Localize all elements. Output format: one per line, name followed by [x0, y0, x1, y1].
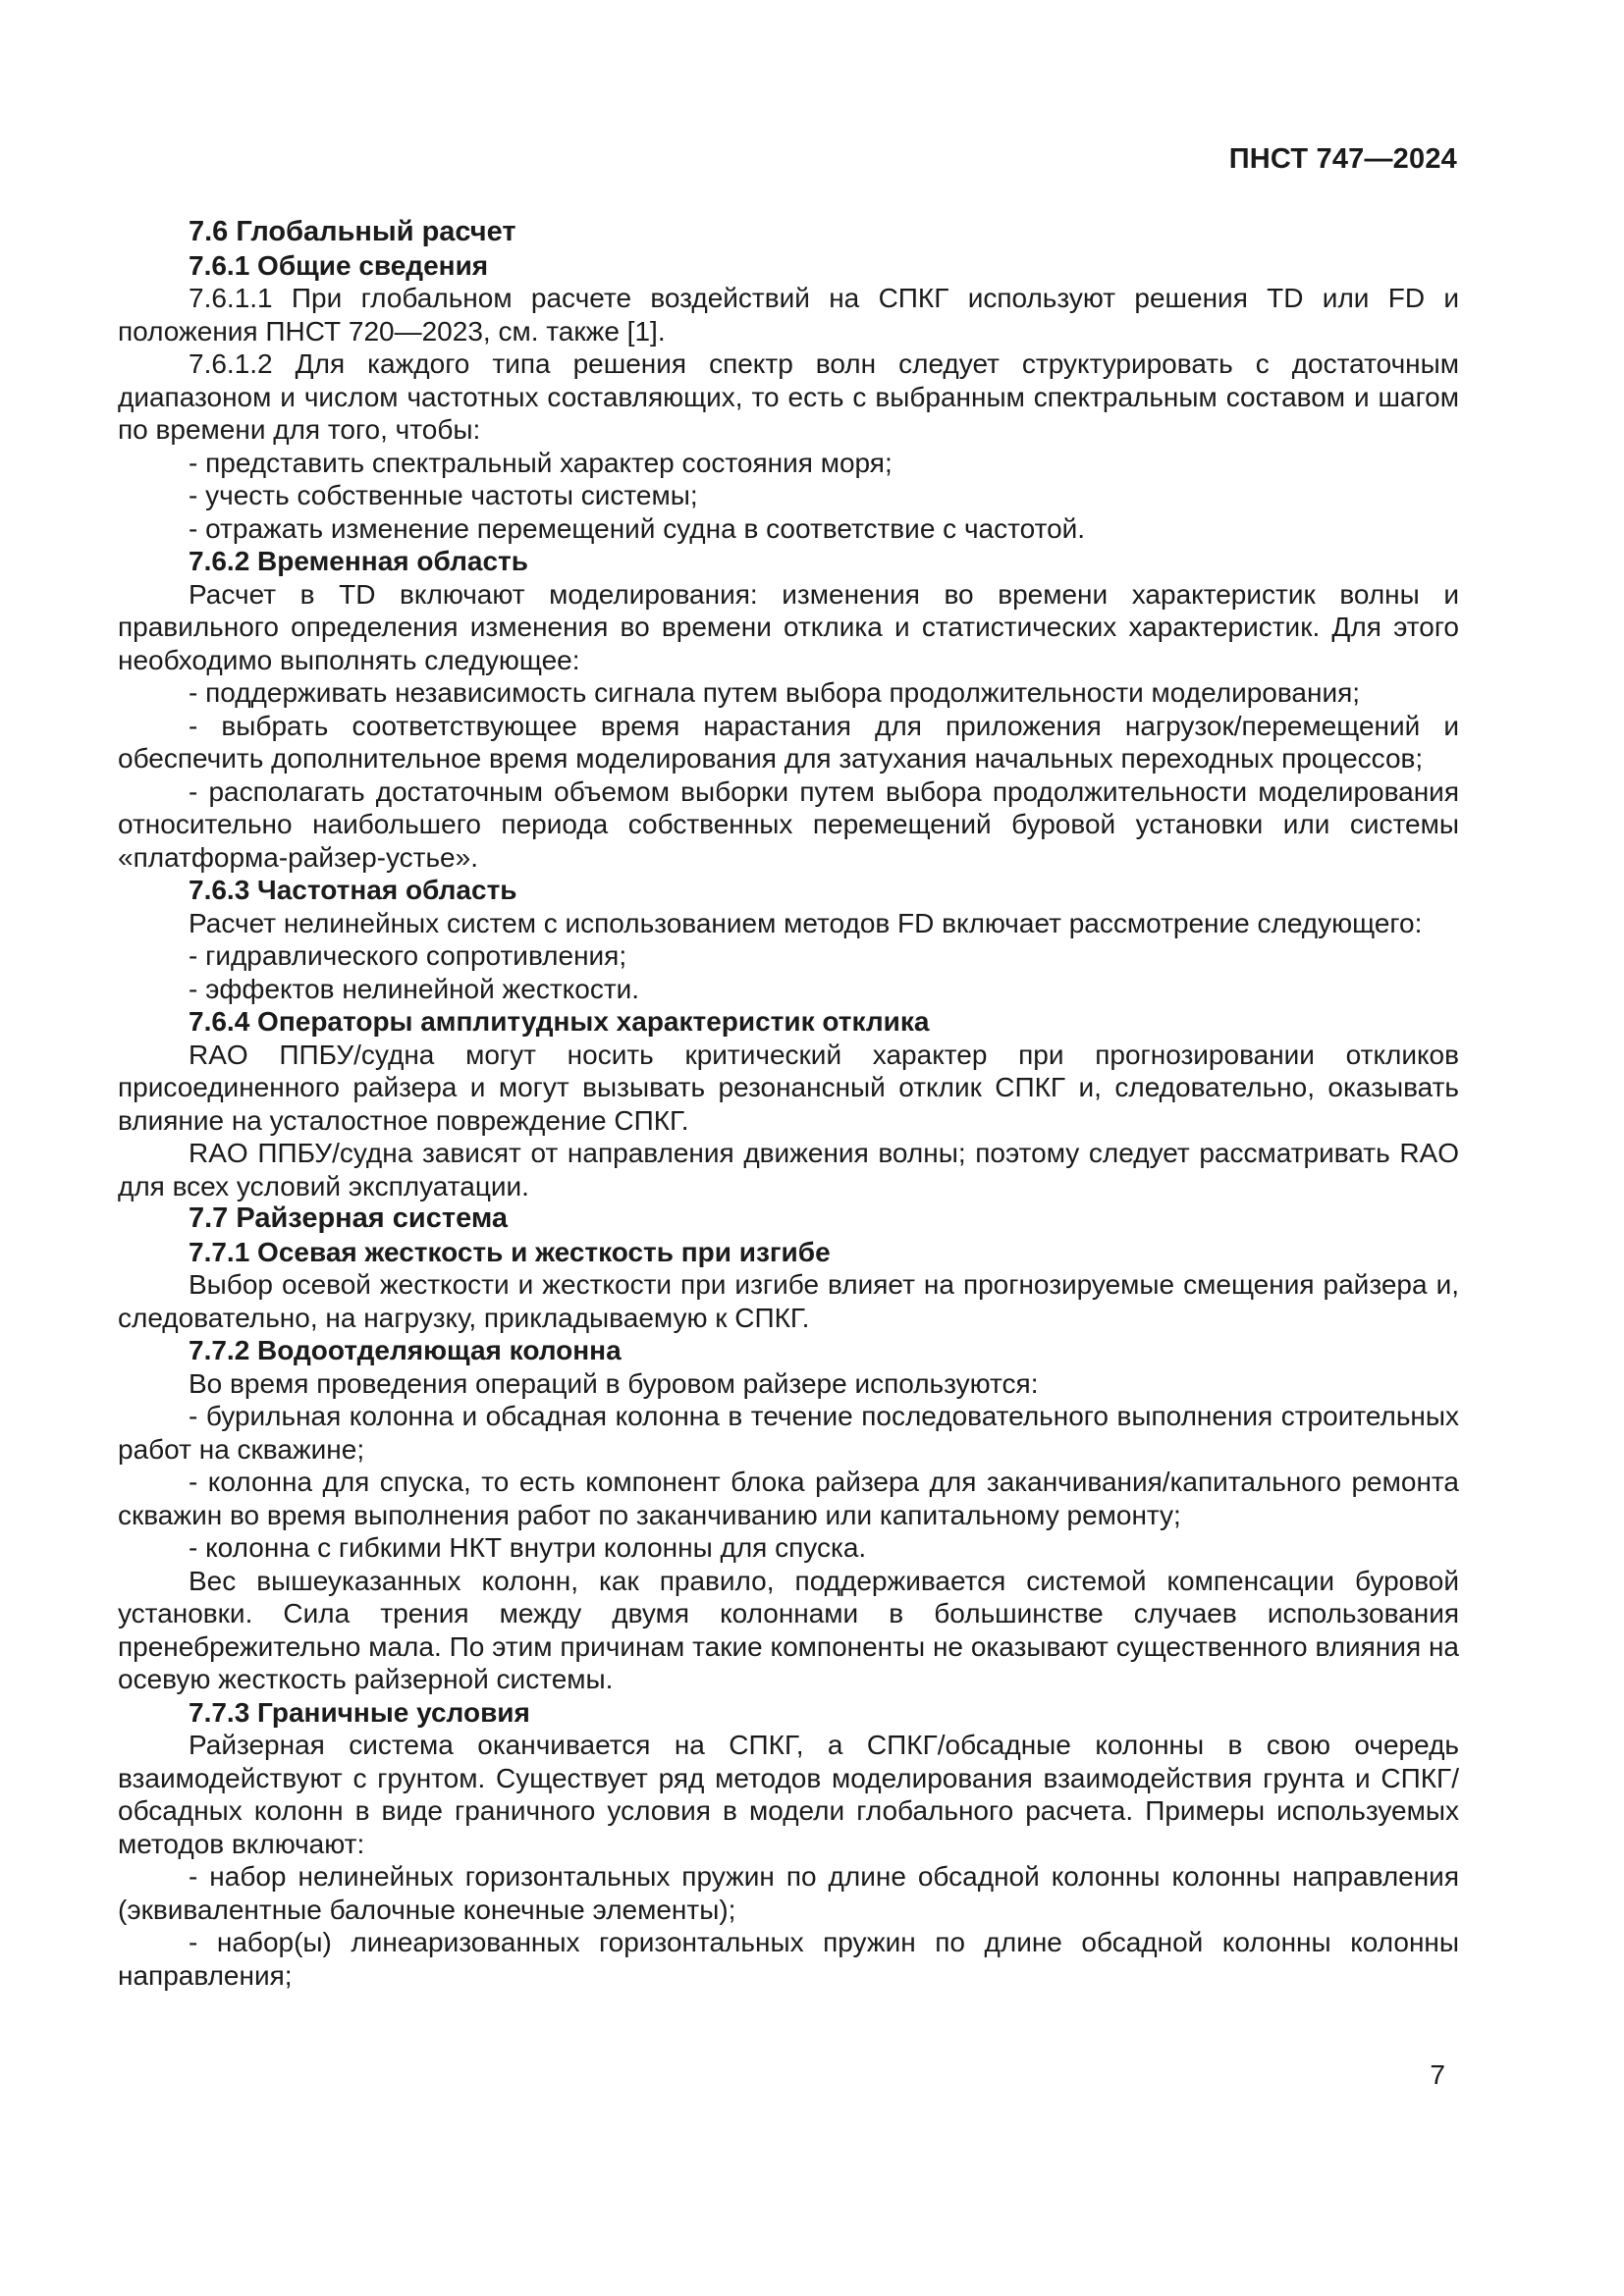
list-item-paragraph: - набор нелинейных горизонтальных пружин по длине обсадной колонны колонны направления (эквивалентные балочные конечные элементы);	[118, 1861, 1459, 1925]
paragraph-7-6-1-1: 7.6.1.1 При глобальном расчете воздействий на СПКГ используют решения TD или FD и положения ПНСТ 720—2023, см. также [1].	[118, 283, 1460, 347]
section-heading-7-7: 7.7 Райзерная система	[189, 1202, 509, 1234]
paragraph: Выбор осевой жесткости и жесткости при изгибе влияет на прогнозируемые смещения райзера и, следовательно, на нагрузку, прикладываемую к СПКГ.	[118, 1269, 1459, 1333]
subsection-heading-7-6-1: 7.6.1 Общие сведения	[189, 249, 489, 281]
list-item-paragraph: - поддерживать независимость сигнала путем выбора продолжительности моделирования;	[189, 677, 1361, 708]
list-item-paragraph: - учесть собственные частоты системы;	[189, 480, 698, 510]
list-item-paragraph: - представить спектральный характер состояния моря;	[189, 447, 893, 478]
list-item-paragraph: - колонна для спуска, то есть компонент блока райзера для заканчивания/капитального ремонта скважин во время выполнения работ по заканчиванию или капитальному ремонту;	[118, 1467, 1459, 1530]
list-item-paragraph: - набор(ы) линеаризованных горизонтальных пружин по длине обсадной колонны колонны направления;	[118, 1927, 1459, 1991]
paragraph: Во время проведения операций в буровом райзере используются:	[189, 1367, 1039, 1399]
paragraph: Вес вышеуказанных колонн, как правило, поддерживается системой компенсации буровой установки. Сила трения между двумя колоннами в большинстве случаев использования пренебрежительно мала. По этим причинам такие компоненты не оказывают существенного влияния на осевую жесткость райзерной системы.	[118, 1565, 1459, 1694]
paragraph: Расчет нелинейных систем с использованием методов FD включает рассмотрение следующего:	[189, 907, 1423, 938]
list-item-paragraph: - гидравлического сопротивления;	[189, 940, 627, 971]
paragraph: Райзерная система оканчивается на СПКГ, а СПКГ/обсадные колонны в свою очередь взаимодействуют с грунтом. Существует ряд методов моделирования взаимодействия грунта и СПКГ/обсадных колонн в виде граничного условия в модели глобального расчета. Примеры используемых методов включают:	[118, 1730, 1459, 1859]
document-code-header: ПНСТ 747—2024	[1228, 143, 1457, 175]
list-item-paragraph: - располагать достаточным объемом выборки путем выбора продолжительности моделирования относительно наибольшего периода собственных перемещений буровой установки или системы «платформа-райзер-устье».	[118, 775, 1459, 873]
paragraph: Расчет в TD включают моделирования: изменения во времени характеристик волны и правильного определения изменения во времени отклика и статистических характеристик. Для этого необходимо выполнять следующее:	[118, 578, 1459, 675]
paragraph: RAO ППБУ/судна могут носить критический характер при прогнозировании откликов присоединенного райзера и могут вызывать резонансный отклик СПКГ и, следовательно, оказывать влияние на усталостное повреждение СПКГ.	[118, 1039, 1459, 1136]
subsection-heading-7-6-4: 7.6.4 Операторы амплитудных характеристик отклика	[189, 1006, 930, 1037]
paragraph-7-6-1-2: 7.6.1.2 Для каждого типа решения спектр волн следует структурировать с достаточным диапазоном и числом частотных составляющих, то есть с выбранным спектральным составом и шагом по времени для того, чтобы:	[118, 348, 1459, 445]
subsection-heading-7-7-2: 7.7.2 Водоотделяющая колонна	[189, 1335, 622, 1365]
list-item-paragraph: - колонна с гибкими НКТ внутри колонны для спуска.	[189, 1532, 867, 1563]
subsection-heading-7-7-3: 7.7.3 Граничные условия	[189, 1696, 530, 1728]
subsection-heading-7-6-3: 7.6.3 Частотная область	[189, 875, 517, 905]
subsection-heading-7-7-1: 7.7.1 Осевая жесткость и жесткость при изгибе	[189, 1236, 831, 1267]
list-item-paragraph: - отражать изменение перемещений судна в соответствие с частотой.	[189, 512, 1086, 544]
document-body	[118, 216, 1459, 1992]
list-item-paragraph: - эффектов нелинейной жесткости.	[189, 973, 640, 1004]
page-number: 7	[1430, 2059, 1445, 2090]
list-item-paragraph: - бурильная колонна и обсадная колонна в течение последовательного выполнения строительных работ на скважине;	[118, 1401, 1459, 1465]
list-item-paragraph: - выбрать соответствующее время нарастания для приложения нагрузок/перемещений и обеспечить дополнительное время моделирования для затухания начальных переходных процессов;	[118, 710, 1459, 774]
paragraph: RAO ППБУ/судна зависят от направления движения волны; поэтому следует рассматривать RAO для всех условий эксплуатации.	[118, 1138, 1459, 1201]
subsection-heading-7-6-2: 7.6.2 Временная область	[189, 546, 528, 576]
section-heading-7-6: 7.6 Глобальный расчет	[189, 216, 516, 247]
